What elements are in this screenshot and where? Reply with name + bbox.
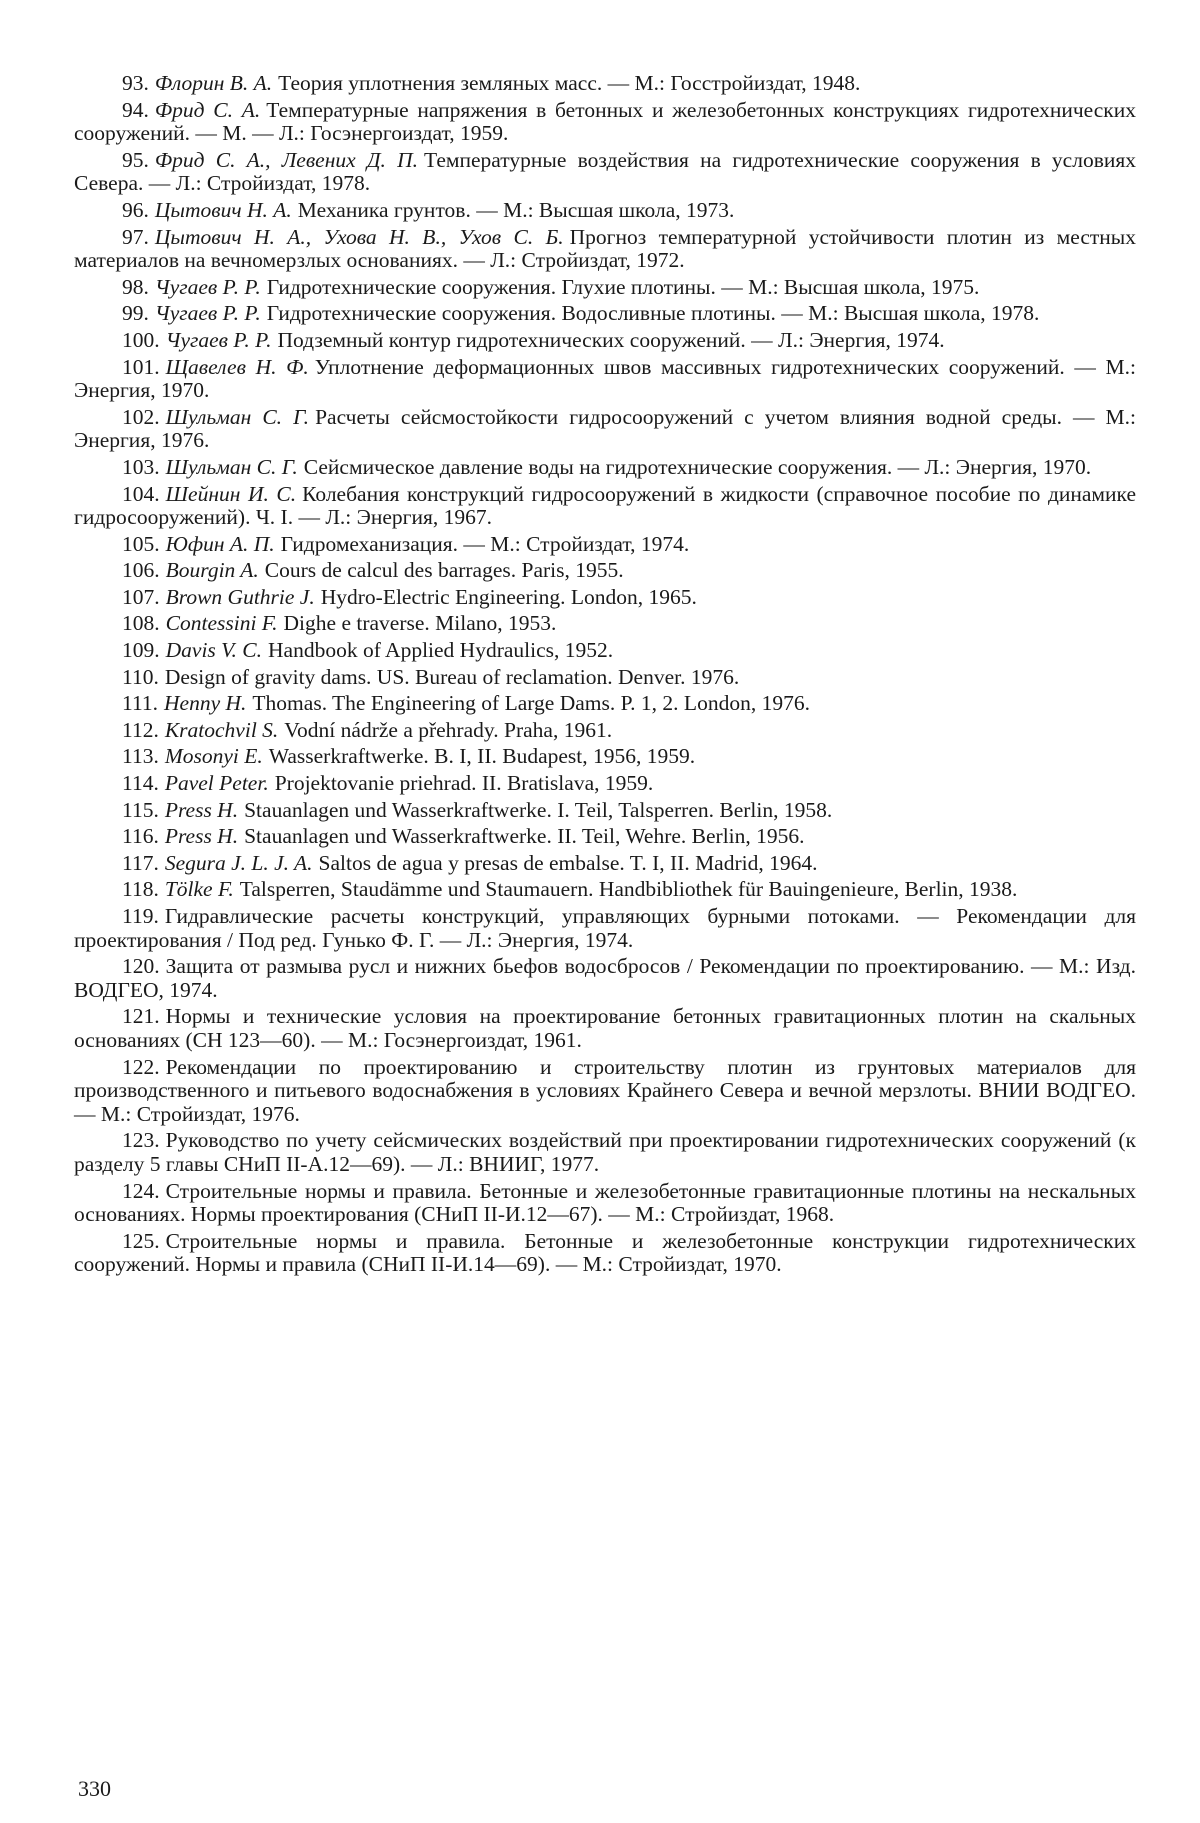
reference-item [74,329,1136,353]
reference-text: Нормы и технические условия на проектирование бетонных гравитационных плотин на скальных основаниях (СН 123—60). — М.: Госэнергоиздат, 1961. [74,1004,1136,1052]
reference-text: Механика грунтов. — М.: Высшая школа, 1973. [297,197,735,222]
reference-item [74,719,1136,743]
reference-text: Теория уплотнения земляных масс. — М.: Госстройиздат, 1948. [278,71,861,95]
reference-text: Защита от размыва русл и нижних бьефов водосбросов / Рекомендации по проектированию. — М.: Изд. ВОДГЕО, 1974. [74,954,1136,1002]
reference-item [74,852,1136,876]
reference-number: 102. [122,404,160,429]
reference-author: Цытович Н. А. [154,197,292,222]
reference-number: 104. [122,481,160,506]
reference-number: 119. [122,904,159,928]
reference-number: 112. [122,717,159,742]
reference-item [74,533,1136,557]
reference-item [74,276,1136,300]
reference-author: Юфин А. П. [165,531,275,556]
reference-item [74,825,1136,849]
reference-number: 125. [122,1228,160,1253]
reference-item [74,302,1136,326]
reference-author: Press H. [164,824,239,849]
reference-item [74,692,1136,716]
reference-text: Температурные воздействия на гидротехнические сооружения в условиях Севера. — Л.: Стройиздат, 1978. [74,147,1136,196]
reference-item [74,356,1136,403]
reference-number: 95. [122,147,149,172]
reference-author: Kratochvil S. [164,717,279,742]
reference-author: Mosonyi E. [164,744,263,769]
reference-number: 108. [122,611,160,636]
reference-number: 105. [122,531,160,556]
reference-author: Чугаев Р. Р. [154,301,261,326]
reference-item [74,149,1136,196]
reference-item [74,99,1136,146]
reference-number: 123. [122,1128,160,1153]
reference-number: 117. [122,850,159,875]
reference-text: Рекомендации по проектированию и строительству плотин из грунтовых материалов для производственного и питьевого водоснабжения в условиях Крайнего Севера и вечной мерзлоты. ВНИИ ВОДГЕО. — М.: Стройиздат, 1976. [74,1054,1136,1126]
reference-item [74,799,1136,823]
reference-item [74,745,1136,769]
reference-author: Фрид С. А. [154,97,261,122]
reference-number: 98. [122,274,149,299]
reference-number: 99. [122,301,149,326]
reference-number: 111. [122,691,159,716]
reference-text: Руководство по учету сейсмических воздействий при проектировании гидротехнических сооружений (к разделу 5 главы СНиП II-А.12—69). — Л.: ВНИИГ, 1977. [74,1128,1136,1176]
reference-number: 107. [122,584,160,609]
reference-text: Hydro-Electric Engineering. London, 1965. [320,584,697,609]
reference-item [74,612,1136,636]
reference-author: Шульман С. Г. [165,404,310,429]
reference-item [74,955,1136,1002]
reference-text: Сейсмическое давление воды на гидротехнические сооружения. — Л.: Энергия, 1970. [303,454,1092,479]
reference-author: Чугаев Р. Р. [165,327,272,352]
reference-number: 97. [122,224,149,249]
reference-number: 96. [122,197,149,222]
reference-number: 115. [122,797,159,822]
reference-number: 106. [122,558,160,583]
reference-text: Design of gravity dams. US. Bureau of reclamation. Denver. 1976. [164,664,740,689]
reference-number: 122. [122,1054,160,1079]
reference-author: Segura J. L. J. A. [164,850,313,875]
reference-number: 94. [122,97,149,122]
reference-text: Saltos de agua y presas de embalse. T. I, II. Madrid, 1964. [318,850,818,875]
reference-item [74,1056,1136,1127]
reference-text: Подземный контур гидротехнических сооружений. — Л.: Энергия, 1974. [277,327,945,352]
reference-number: 121. [122,1004,160,1029]
reference-author: Щавелев Н. Ф. [165,354,309,379]
reference-item [74,905,1136,952]
reference-text: Прогноз температурной устойчивости плотин из местных материалов на вечномерзлых основаниях. — Л.: Стройиздат, 1972. [74,224,1136,273]
reference-list [74,72,1136,1277]
reference-item [74,1129,1136,1176]
reference-author: Bourgin A. [165,558,259,583]
reference-text: Stauanlagen und Wasserkraftwerke. I. Teil, Talsperren. Berlin, 1958. [244,797,833,822]
reference-number: 114. [122,771,159,796]
reference-author: Contessini F. [165,611,278,636]
reference-author: Tölke F. [164,877,234,902]
reference-item [74,666,1136,690]
reference-item [74,483,1136,530]
reference-number: 110. [122,664,159,689]
reference-item [74,199,1136,223]
reference-number: 120. [122,954,160,979]
reference-author: Pavel Peter. [164,771,269,796]
reference-text: Гидротехнические сооружения. Глухие плотины. — М.: Высшая школа, 1975. [266,274,980,299]
reference-text: Строительные нормы и правила. Бетонные и железобетонные гравитационные плотины на нескальных основаниях. Нормы проектирования (СНиП II-И.12—67). — М.: Стройиздат, 1968. [74,1178,1136,1227]
reference-item [74,72,1136,96]
reference-text: Гидравлические расчеты конструкций, управляющих бурными потоками. — Рекомендации для проектирования / Под ред. Гунько Ф. Г. — Л.: Энергия, 1974. [74,904,1136,952]
reference-number: 124. [122,1178,160,1203]
reference-author: Фрид С. А., Левених Д. П. [154,147,419,172]
reference-text: Wasserkraftwerke. B. I, II. Budapest, 1956, 1959. [268,744,696,769]
reference-number: 109. [122,638,160,663]
reference-text: Уплотнение деформационных швов массивных гидротехнических сооружений. — М.: Энергия, 1970. [74,354,1136,403]
reference-item [74,878,1136,902]
reference-number: 101. [122,354,160,379]
reference-number: 113. [122,744,159,769]
reference-text: Dighe e traverse. Milano, 1953. [283,611,557,636]
reference-text: Колебания конструкций гидросооружений в жидкости (справочное пособие по динамике гидросооружений). Ч. I. — Л.: Энергия, 1967. [74,481,1136,530]
reference-author: Шульман С. Г. [165,454,298,479]
reference-text: Гидротехнические сооружения. Водосливные плотины. — М.: Высшая школа, 1978. [266,301,1040,326]
reference-item [74,1230,1136,1277]
reference-text: Строительные нормы и правила. Бетонные и железобетонные конструкции гидротехнических сооружений. Нормы и правила (СНиП II-И.14—69). — М.: Стройиздат, 1970. [74,1228,1136,1277]
reference-text: Projektovanie priehrad. II. Bratislava, 1959. [274,771,654,796]
reference-author: Davis V. C. [165,638,262,663]
reference-text: Гидромеханизация. — М.: Стройиздат, 1974. [280,531,690,556]
reference-text: Talsperren, Staudämme und Staumauern. Handbibliothek für Bauingenieure, Berlin, 1938. [239,877,1018,902]
page-number: 330 [78,1776,111,1801]
reference-author: Henny H. [164,691,247,716]
reference-text: Stauanlagen und Wasserkraftwerke. II. Teil, Wehre. Berlin, 1956. [244,824,805,849]
reference-item [74,772,1136,796]
reference-text: Расчеты сейсмостойкости гидросооружений с учетом влияния водной среды. — М.: Энергия, 1976. [74,404,1136,453]
reference-author: Press H. [164,797,239,822]
reference-item [74,226,1136,273]
reference-text: Cours de calcul des barrages. Paris, 1955. [264,558,624,583]
reference-text: Thomas. The Engineering of Large Dams. P. 1, 2. London, 1976. [252,691,810,716]
reference-number: 100. [122,327,160,352]
reference-text: Handbook of Applied Hydraulics, 1952. [268,638,614,663]
reference-number: 118. [122,877,159,902]
reference-author: Чугаев Р. Р. [154,274,261,299]
reference-number: 93. [122,71,149,95]
reference-item [74,1005,1136,1052]
reference-item [74,586,1136,610]
reference-number: 103. [122,454,160,479]
reference-item [74,456,1136,480]
reference-item [74,1180,1136,1227]
reference-author: Шейнин И. С. [165,481,297,506]
reference-item [74,406,1136,453]
reference-author: Цытович Н. А., Ухова Н. В., Ухов С. Б. [154,224,564,249]
reference-number: 116. [122,824,159,849]
bibliography-page [74,72,1136,1280]
reference-item [74,559,1136,583]
reference-text: Vodní nádrže a přehrady. Praha, 1961. [284,717,613,742]
reference-author: Brown Guthrie J. [165,584,315,609]
reference-text: Температурные напряжения в бетонных и железобетонных конструкциях гидротехнических сооружений. — М. — Л.: Госэнергоиздат, 1959. [74,97,1136,146]
reference-author: Флорин В. А. [154,71,273,95]
reference-item [74,639,1136,663]
